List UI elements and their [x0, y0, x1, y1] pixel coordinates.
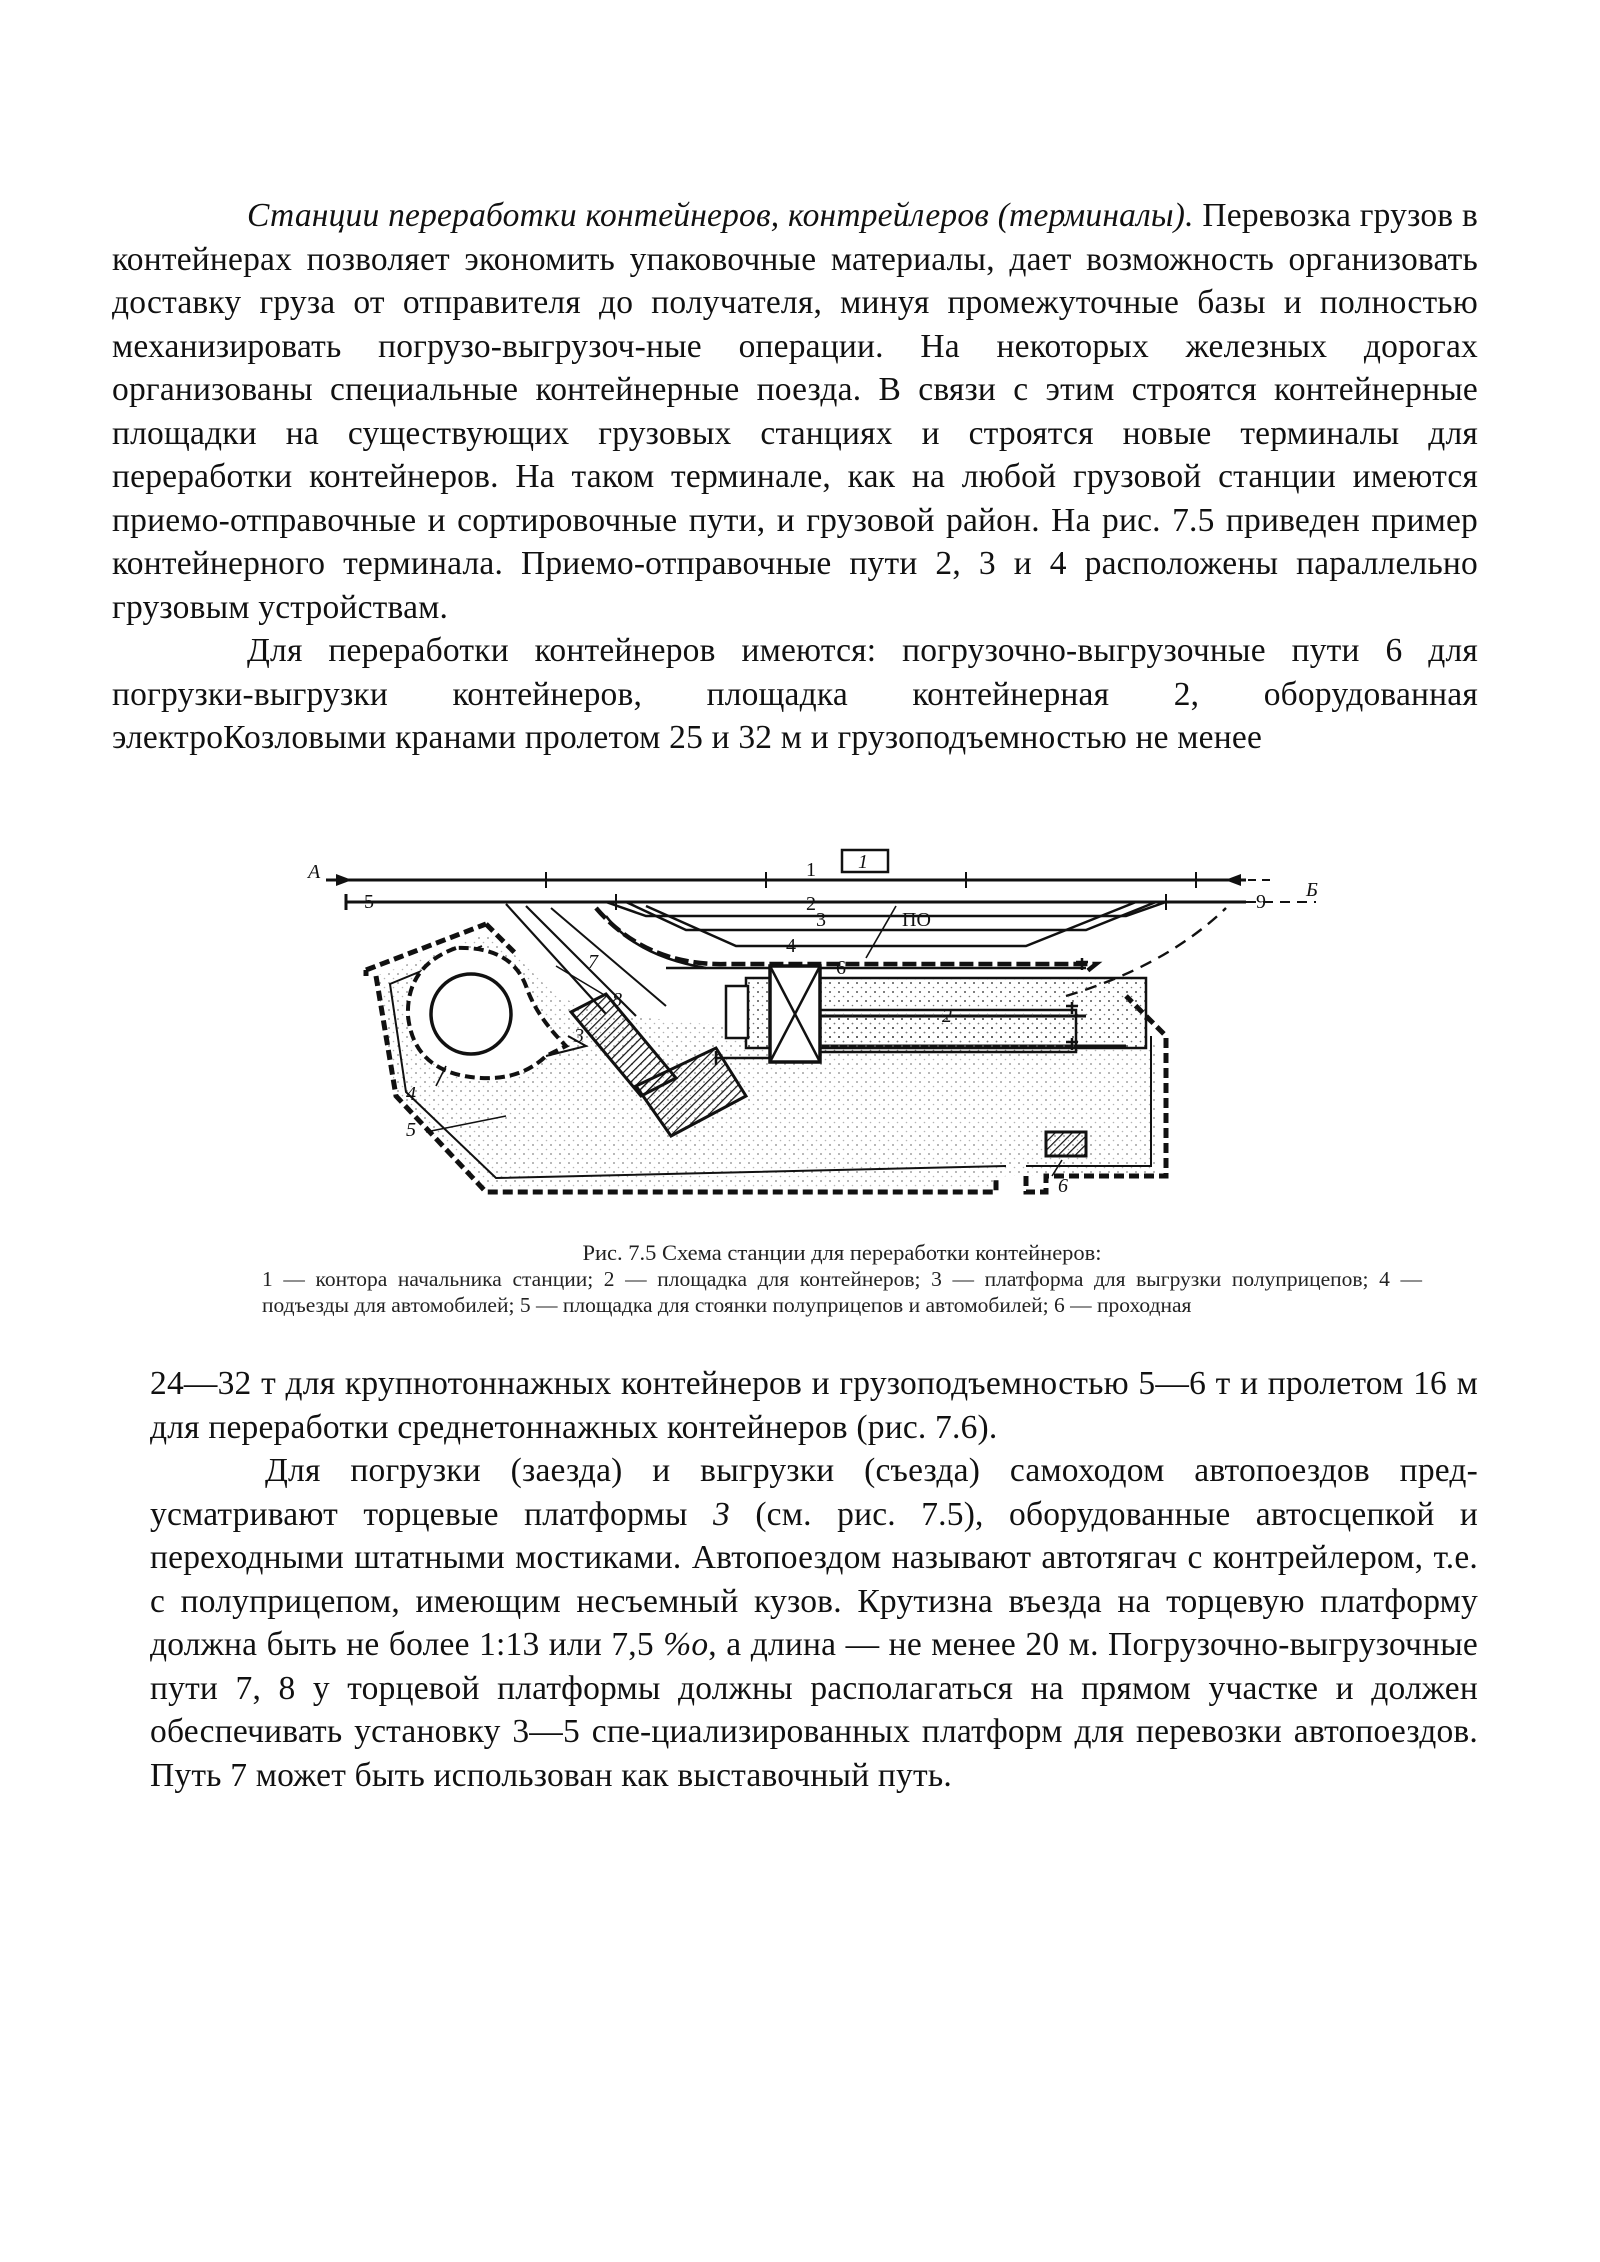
label-track-7: 7 — [588, 951, 598, 973]
label-a: А — [308, 861, 321, 883]
label-track-2: 2 — [806, 893, 816, 915]
label-parking-5: 5 — [406, 1119, 416, 1141]
paragraph-1-text: Перевозка грузов в контейнерах позволяет экономить упаковочные материалы, дает возможность организовать доставку груза от отправителя до получателя, минуя промежуточные базы и полностью механизировать погрузо-выгрузоч-ные операции. На некоторых железных дорогах организованы специальные контейнерные поезда. В связи с этим строятся контейнерные площадки на существующих грузовых станциях и строятся новые терминалы для переработки контейнеров. На таком терминале, как на любой грузовой станции имеются приемо-отправочные и сортировочные пути, и грузовой район. На рис. 7.5 приведен пример контейнерного терминала. Приемо-отправочные пути 2, 3 и 4 расположены параллельно грузовым устройствам. — [112, 197, 1478, 626]
label-office-1: 1 — [858, 851, 868, 873]
label-platform-3: 3 — [574, 1025, 584, 1047]
paragraph-2: Для переработки контейнеров имеются: погрузочно-выгрузочные пути 6 для погрузки-выгрузки контейнеров, площадка контейнерная 2, оборудованная электроКозловыми кранами пролетом 25 и 32 м и грузоподъемностью не менее — [112, 632, 1478, 756]
label-track-5: 5 — [364, 891, 374, 913]
paragraph-4-italic-permille: %о — [663, 1626, 709, 1663]
track-4 — [646, 902, 1136, 946]
paragraph-4 — [150, 1449, 1478, 1797]
track-2 — [606, 902, 1166, 916]
label-b: Б — [1306, 879, 1318, 901]
paragraph-4-part-a: Для погрузки (заезда) и выгрузки (съезда) самоходом автопоездов пред-усматривают торцевые платформы — [150, 1452, 1478, 1533]
figure-caption-body: 1 — контора начальника станции; 2 — площадка для контейнеров; 3 — платформа для выгрузки полуприцепов; 4 — подъезды для автомобилей; 5 — площадка для стоянки полуприцепов и автомобилей; 6 — проходная — [262, 1267, 1422, 1317]
figure-caption — [262, 1240, 1422, 1318]
label-road-4: 4 — [406, 1083, 416, 1105]
label-track-8: 8 — [612, 989, 622, 1011]
station-diagram-figure — [306, 846, 1426, 1206]
paragraph-4-italic-3: 3 — [712, 1495, 730, 1533]
label-track-4: 4 — [786, 935, 796, 957]
text-block-bottom — [150, 1362, 1478, 1797]
label-area-2: 2 — [942, 1005, 952, 1027]
paragraph-1 — [112, 194, 1478, 629]
label-track-6: 6 — [836, 957, 846, 979]
section-heading-italic: Станции переработки контейнеров, контрейлеров (терминалы). — [247, 197, 1194, 234]
label-po: ПО — [902, 909, 931, 931]
arrow-a — [336, 874, 352, 886]
station-diagram — [306, 846, 1426, 1206]
arrow-b — [1225, 874, 1241, 886]
label-track-1: 1 — [806, 859, 816, 881]
label-track-3: 3 — [816, 909, 826, 931]
road-loop-inner — [431, 974, 511, 1054]
figure-caption-title: Рис. 7.5 Схема станции для переработки контейнеров: — [582, 1240, 1102, 1265]
checkpoint-6 — [1046, 1132, 1086, 1156]
paragraph-4-part-b: (см. рис. 7.5), оборудованные автосцепкой и переходными штатными мостиками. Автопоездом называют автотягач с контрейлером, т.е. с полуприцепом, имеющим несъемный кузов. Крутизна въезда на торцевую платформу должна быть не более 1:13 или 7,5 — [150, 1495, 1478, 1663]
label-gate-6: 6 — [1058, 1175, 1068, 1197]
paragraph-3: 24—32 т для крупнотоннажных контейнеров и грузоподъемностью 5—6 т и пролетом 16 м для переработки среднетоннажных контейнеров (рис. 7.6). — [150, 1365, 1478, 1446]
text-block-top — [112, 194, 1478, 760]
label-track-9: 9 — [1256, 891, 1266, 913]
paragraph-4-part-c: , а длина — не менее 20 м. Погрузочно-выгрузочные пути 7, 8 у торцевой платформы должны располагаться на прямом участке и должен обеспечивать установку 3—5 спе-циализированных платформ для перевозки автопоездов. Путь 7 может быть использован как выставочный путь. — [150, 1626, 1478, 1794]
